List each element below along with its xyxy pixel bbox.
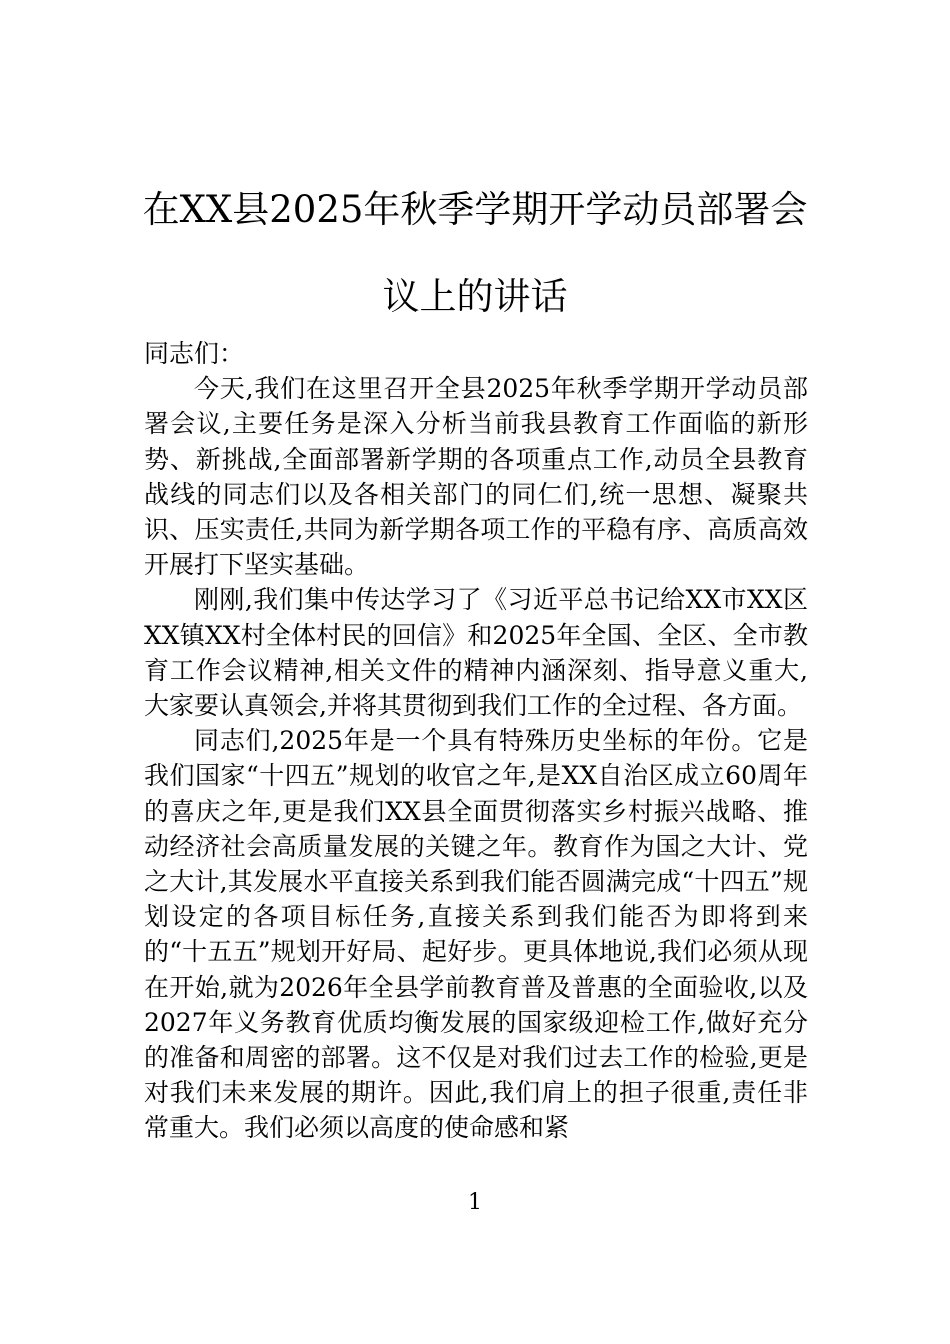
speech-body	[144, 336, 808, 1146]
salutation: 同志们：	[144, 339, 245, 368]
paragraph-significance: 同志们,2025年是一个具有特殊历史坐标的年份。它是我们国家“十四五”规划的收官之年,是XX自治区成立60周年的喜庆之年,更是我们XX县全面贯彻落实乡村振兴战略、推动经济社会高质量发展的关键之年。教育作为国之大计、党之大计,其发展水平直接关系到我们能否圆满完成“十四五”规划设定的各项目标任务,直接关系到我们能否为即将到来的“十五五”规划开好局、起好步。更具体地说,我们必须从现在开始,就为2026年全县学前教育普及普惠的全面验收,以及2027年义务教育优质均衡发展的国家级迎检工作,做好充分的准备和周密的部署。这不仅是对我们过去工作的检验,更是对我们未来发展的期许。因此,我们肩上的担子很重,责任非常重大。我们必须以高度的使命感和紧	[144, 726, 808, 1143]
page-number: 1	[468, 1190, 482, 1215]
document-title: 在XX县2025年秋季学期开学动员部署会议上的讲话	[142, 188, 808, 318]
paragraph-opening: 今天,我们在这里召开全县2025年秋季学期开学动员部署会议,主要任务是深入分析当前我县教育工作面临的新形势、新挑战,全面部署新学期的各项重点工作,动员全县教育战线的同志们以及各相关部门的同仁们,统一思想、凝聚共识、压实责任,共同为新学期各项工作的平稳有序、高质高效开展打下坚实基础。	[144, 374, 808, 580]
paragraph-study: 刚刚,我们集中传达学习了《习近平总书记给XX市XX区XX镇XX村全体村民的回信》和2025年全国、全区、全市教育工作会议精神,相关文件的精神内涵深刻、指导意义重大,大家要认真领会,并将其贯彻到我们工作的全过程、各方面。	[144, 585, 808, 721]
